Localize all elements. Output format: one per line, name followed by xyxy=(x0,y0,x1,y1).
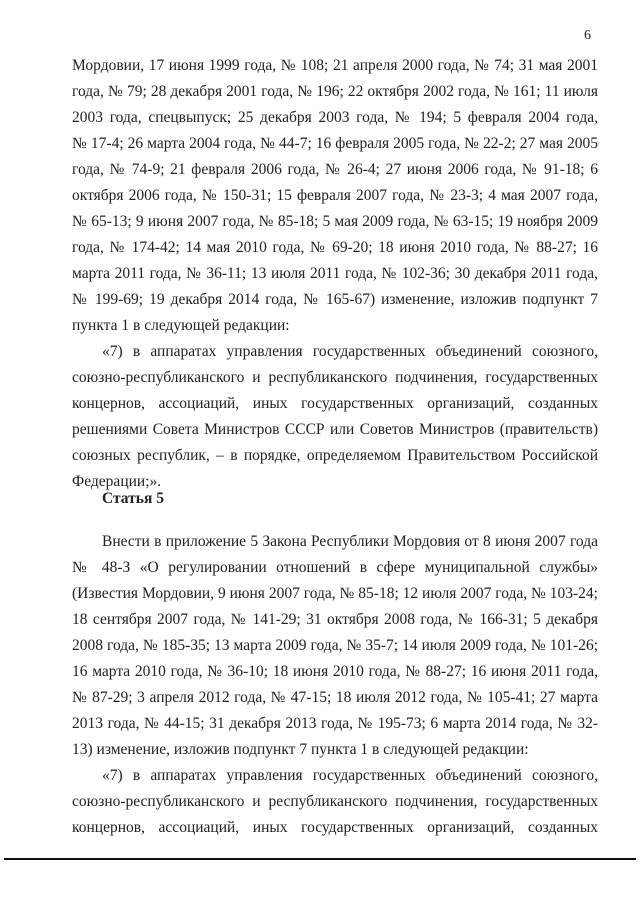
text-line: союзных республик, – в порядке, определяемом Правительством Российской xyxy=(72,447,598,464)
article-heading: Статья 5 xyxy=(102,490,164,507)
text-line: союзно-республиканского и республиканского подчинения, государственных xyxy=(72,793,598,810)
text-line: решениями Совета Министров СССР или Советов Министров (правительств) xyxy=(72,421,598,438)
text-line: № 87-29; 3 апреля 2012 года, № 47-15; 18 июля 2012 года, № 105-41; 27 марта xyxy=(72,689,598,706)
text-line: № 65-13; 9 июня 2007 года, № 85-18; 5 мая 2009 года, № 63-15; 19 ноября 2009 xyxy=(72,213,598,230)
text-line: 18 сентября 2007 года, № 141-29; 31 октября 2008 года, № 166-31; 5 декабря xyxy=(72,611,598,628)
text-line: года, № 174-42; 14 мая 2010 года, № 69-20; 18 июня 2010 года, № 88-27; 16 xyxy=(72,239,598,256)
text-line: № 48-З «О регулировании отношений в сфере муниципальной службы» xyxy=(72,559,598,576)
text-line: 2003 года, спецвыпуск; 25 декабря 2003 года, № 194; 5 февраля 2004 года, xyxy=(72,109,598,126)
text-line: года, № 74-9; 21 февраля 2006 года, № 26-4; 27 июня 2006 года, № 91-18; 6 xyxy=(72,161,598,178)
text-line: «7) в аппаратах управления государственных объединений союзного, xyxy=(102,767,598,784)
text-line: № 199-69; 19 декабря 2014 года, № 165-67) изменение, изложив подпункт 7 xyxy=(72,291,598,308)
text-line: пункта 1 в следующей редакции: xyxy=(72,317,290,334)
text-line: союзно-республиканского и республиканского подчинения, государственных xyxy=(72,369,598,386)
text-line: концернов, ассоциаций, иных государственных организаций, созданных xyxy=(72,819,598,836)
text-line: года, № 79; 28 декабря 2001 года, № 196; 22 октября 2002 года, № 161; 11 июля xyxy=(72,83,598,100)
text-line: Федерации;». xyxy=(72,473,162,490)
text-line: концернов, ассоциаций, иных государственных организаций, созданных xyxy=(72,395,598,412)
text-line: 2013 года, № 44-15; 31 декабря 2013 года, № 195-73; 6 марта 2014 года, № 32- xyxy=(72,715,598,732)
bottom-scan-edge xyxy=(4,858,636,860)
text-line: Внести в приложение 5 Закона Республики Мордовия от 8 июня 2007 года xyxy=(102,533,598,550)
text-line: 16 марта 2010 года, № 36-10; 18 июня 2010 года, № 88-27; 16 июня 2011 года, xyxy=(72,663,598,680)
text-line: октября 2006 года, № 150-31; 15 февраля 2007 года, № 23-3; 4 мая 2007 года, xyxy=(72,187,598,204)
text-line: «7) в аппаратах управления государственных объединений союзного, xyxy=(102,343,598,360)
text-line: Мордовии, 17 июня 1999 года, № 108; 21 апреля 2000 года, № 74; 31 мая 2001 xyxy=(72,57,598,74)
text-line: 2008 года, № 185-35; 13 марта 2009 года, № 35-7; 14 июля 2009 года, № 101-26; xyxy=(72,637,598,654)
text-line: (Известия Мордовии, 9 июня 2007 года, № 85-18; 12 июля 2007 года, № 103-24; xyxy=(72,585,598,602)
text-line: 13) изменение, изложив подпункт 7 пункта 1 в следующей редакции: xyxy=(72,741,529,758)
text-line: № 17-4; 26 марта 2004 года, № 44-7; 16 февраля 2005 года, № 22-2; 27 мая 2005 xyxy=(72,135,598,152)
page-number: 6 xyxy=(584,28,591,43)
text-line: марта 2011 года, № 36-11; 13 июля 2011 года, № 102-36; 30 декабря 2011 года, xyxy=(72,265,598,282)
